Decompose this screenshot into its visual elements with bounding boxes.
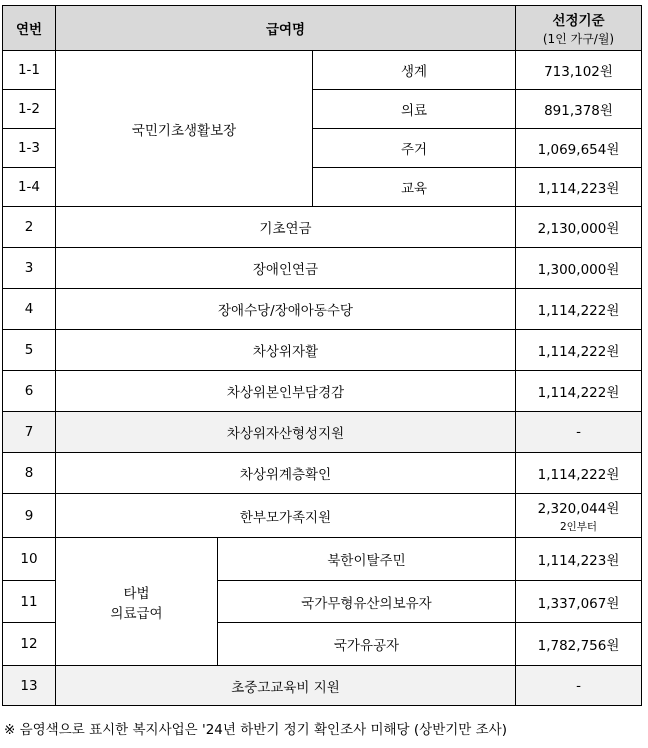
row-name: 장애인연금 <box>56 248 516 289</box>
table-row <box>3 538 642 581</box>
row-no: 1-4 <box>3 168 56 207</box>
row-no: 13 <box>3 666 56 706</box>
row-no: 2 <box>3 207 56 248</box>
row-name: 초중고교육비 지원 <box>56 666 516 706</box>
row-amount: - <box>516 412 642 453</box>
row-amount: 1,114,223원 <box>516 538 642 581</box>
row-sub: 주거 <box>313 129 516 168</box>
row-name: 기초연금 <box>56 207 516 248</box>
row-amount: 2,130,000원 <box>516 207 642 248</box>
group-medical-line1: 타법 <box>123 585 150 602</box>
group-medical-line2: 의료급여 <box>110 605 163 622</box>
table-row <box>3 330 642 371</box>
row-amount: 1,337,067원 <box>516 581 642 623</box>
row-no: 1-2 <box>3 90 56 129</box>
row-no: 7 <box>3 412 56 453</box>
row-amount-note: 2인부터 <box>559 521 598 533</box>
group-medical-aid <box>56 538 218 666</box>
row-amount: 1,069,654원 <box>516 129 642 168</box>
row-name: 한부모가족지원 <box>56 494 516 538</box>
row-sub: 국가유공자 <box>218 623 516 666</box>
welfare-criteria-table <box>2 5 642 706</box>
row-no: 9 <box>3 494 56 538</box>
row-no: 5 <box>3 330 56 371</box>
row-amount: - <box>516 666 642 706</box>
row-no: 6 <box>3 371 56 412</box>
row-name: 장애수당/장애아동수당 <box>56 289 516 330</box>
row-sub: 교육 <box>313 168 516 207</box>
header-criteria-sub: (1인 가구/월) <box>542 32 615 46</box>
row-amount: 1,114,222원 <box>516 289 642 330</box>
row-amount: 1,114,222원 <box>516 330 642 371</box>
footnote: ※ 음영색으로 표시한 복지사업은 '24년 하반기 정기 확인조사 미해당 (상반기만 조사) <box>4 722 507 738</box>
row-amount: 2,320,044원 <box>537 501 620 517</box>
header-criteria-label: 선정기준 <box>552 13 605 29</box>
row-sub: 의료 <box>313 90 516 129</box>
row-amount: 713,102원 <box>516 51 642 90</box>
table-row <box>3 289 642 330</box>
row-sub: 국가무형유산의보유자 <box>218 581 516 623</box>
row-amount-cell <box>516 494 642 538</box>
table-row <box>3 371 642 412</box>
row-no: 1-1 <box>3 51 56 90</box>
table-row <box>3 248 642 289</box>
row-no: 10 <box>3 538 56 581</box>
table-row <box>3 453 642 494</box>
row-no: 11 <box>3 581 56 623</box>
row-amount: 891,378원 <box>516 90 642 129</box>
row-sub: 북한이탈주민 <box>218 538 516 581</box>
table-row <box>3 51 642 90</box>
row-sub: 생계 <box>313 51 516 90</box>
table-row <box>3 494 642 538</box>
table-row <box>3 207 642 248</box>
row-amount: 1,300,000원 <box>516 248 642 289</box>
row-no: 1-3 <box>3 129 56 168</box>
row-amount: 1,114,223원 <box>516 168 642 207</box>
group-basic-livelihood: 국민기초생활보장 <box>56 51 313 207</box>
row-no: 8 <box>3 453 56 494</box>
row-name: 차상위자산형성지원 <box>56 412 516 453</box>
row-name: 차상위본인부담경감 <box>56 371 516 412</box>
header-criteria <box>516 6 642 51</box>
table-row-shaded <box>3 666 642 706</box>
row-amount: 1,114,222원 <box>516 453 642 494</box>
header-no: 연번 <box>3 6 56 51</box>
row-amount: 1,114,222원 <box>516 371 642 412</box>
row-name: 차상위계층확인 <box>56 453 516 494</box>
row-amount: 1,782,756원 <box>516 623 642 666</box>
header-name: 급여명 <box>56 6 516 51</box>
header-row <box>3 6 642 51</box>
row-no: 4 <box>3 289 56 330</box>
table-row-shaded <box>3 412 642 453</box>
row-no: 3 <box>3 248 56 289</box>
row-name: 차상위자활 <box>56 330 516 371</box>
row-no: 12 <box>3 623 56 666</box>
